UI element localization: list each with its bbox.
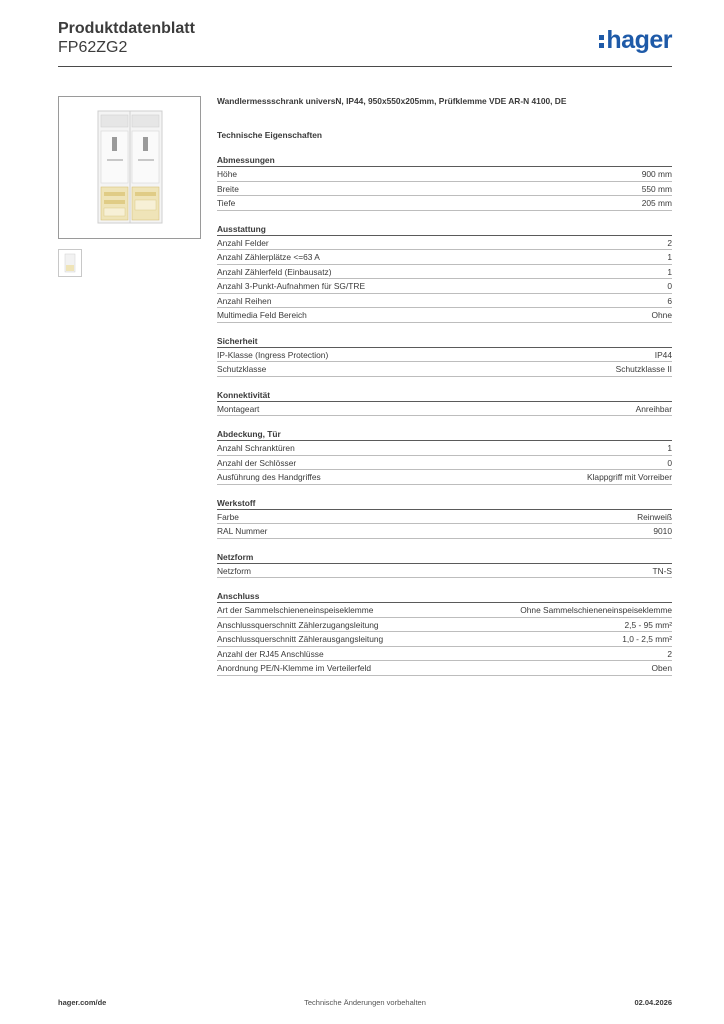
property-label: Art der Sammelschieneneinspeiseklemme xyxy=(217,605,374,615)
property-value: 1 xyxy=(667,252,672,262)
property-value: Reinweiß xyxy=(637,511,672,522)
footer-disclaimer: Technische Änderungen vorbehalten xyxy=(304,998,426,1007)
property-label: Anzahl Reihen xyxy=(217,295,272,306)
footer-website: hager.com/de xyxy=(58,998,107,1007)
property-value: 1,0 - 2,5 mm² xyxy=(622,634,672,644)
property-label: Höhe xyxy=(217,169,238,179)
property-label: Anzahl Zählerfeld (Einbausatz) xyxy=(217,266,332,277)
property-row xyxy=(217,564,672,579)
property-row xyxy=(217,362,672,377)
property-label: Anzahl 3-Punkt-Aufnahmen für SG/TRE xyxy=(217,281,366,291)
property-value: 0 xyxy=(667,281,672,291)
header-divider xyxy=(58,66,672,67)
property-value: 550 mm xyxy=(641,183,672,194)
property-row xyxy=(217,236,672,251)
property-label: Anzahl Felder xyxy=(217,237,269,248)
product-thumbnail[interactable] xyxy=(58,249,82,277)
datasheet-content xyxy=(217,96,672,676)
property-label: Tiefe xyxy=(217,198,236,208)
property-value: Anreihbar xyxy=(635,403,672,414)
property-label: Montageart xyxy=(217,403,260,414)
property-label: Anordnung PE/N-Klemme im Verteilerfeld xyxy=(217,663,372,673)
property-value: 205 mm xyxy=(641,198,672,208)
property-value: Oben xyxy=(651,663,672,673)
property-label: Multimedia Feld Bereich xyxy=(217,310,307,320)
property-label: Ausführung des Handgriffes xyxy=(217,472,321,482)
section xyxy=(217,428,672,485)
property-label: Anzahl der Schlösser xyxy=(217,457,297,468)
property-value: IP44 xyxy=(654,349,672,360)
property-row xyxy=(217,250,672,265)
property-label: Anzahl Schranktüren xyxy=(217,443,295,453)
property-sections xyxy=(217,154,672,676)
property-value: Klappgriff mit Vorreiber xyxy=(586,472,672,482)
header xyxy=(58,20,672,64)
footer xyxy=(58,998,672,1010)
property-row xyxy=(217,265,672,280)
property-value: 9010 xyxy=(653,526,672,536)
section-title: Werkstoff xyxy=(217,497,672,510)
property-row xyxy=(217,294,672,309)
property-value: 900 mm xyxy=(641,169,672,179)
section-title: Abdeckung, Tür xyxy=(217,428,672,441)
section-title: Ausstattung xyxy=(217,223,672,236)
property-label: Anzahl Zählerplätze <=63 A xyxy=(217,252,320,262)
property-value: Ohne Sammelschieneneinspeiseklemme xyxy=(520,605,672,615)
property-row xyxy=(217,647,672,662)
property-row xyxy=(217,402,672,417)
property-row xyxy=(217,510,672,525)
footer-date: 02.04.2026 xyxy=(634,998,672,1007)
logo-text: hager xyxy=(606,25,672,54)
property-value: Schutzklasse II xyxy=(615,364,672,374)
property-row xyxy=(217,603,672,618)
section-title: Netzform xyxy=(217,551,672,564)
meter-cabinet-icon xyxy=(59,97,200,238)
property-value: TN-S xyxy=(652,565,672,576)
thumbnail-image-icon xyxy=(59,250,81,276)
property-label: Netzform xyxy=(217,565,251,576)
section-title: Sicherheit xyxy=(217,335,672,348)
property-row xyxy=(217,456,672,471)
property-label: Anschlussquerschnitt Zählerzugangsleitung xyxy=(217,619,379,630)
property-label: Breite xyxy=(217,183,239,194)
property-value: Ohne xyxy=(651,310,672,320)
property-row xyxy=(217,618,672,633)
property-label: IP-Klasse (Ingress Protection) xyxy=(217,349,329,360)
section xyxy=(217,223,672,323)
section xyxy=(217,497,672,539)
property-value: 2,5 - 95 mm² xyxy=(624,619,672,630)
property-row xyxy=(217,632,672,647)
property-value: 0 xyxy=(667,457,672,468)
property-value: 2 xyxy=(667,237,672,248)
property-value: 2 xyxy=(667,648,672,659)
property-value: 1 xyxy=(667,266,672,277)
property-label: Anschlussquerschnitt Zählerausgangsleitung xyxy=(217,634,384,644)
tech-properties-heading: Technische Eigenschaften xyxy=(217,130,323,140)
section xyxy=(217,335,672,377)
property-row xyxy=(217,348,672,363)
property-label: Anzahl der RJ45 Anschlüsse xyxy=(217,648,324,659)
product-code: FP62ZG2 xyxy=(58,39,128,56)
property-value: 6 xyxy=(667,295,672,306)
property-label: RAL Nummer xyxy=(217,526,268,536)
property-row xyxy=(217,196,672,211)
property-label: Farbe xyxy=(217,511,239,522)
property-value: 1 xyxy=(667,443,672,453)
property-row xyxy=(217,308,672,323)
hager-logo xyxy=(599,26,672,54)
product-image xyxy=(58,96,201,239)
property-label: Schutzklasse xyxy=(217,364,267,374)
property-row xyxy=(217,661,672,676)
section xyxy=(217,389,672,417)
section-title: Konnektivität xyxy=(217,389,672,402)
property-row xyxy=(217,279,672,294)
property-row xyxy=(217,167,672,182)
page-title: Produktdatenblatt xyxy=(58,20,195,37)
property-row xyxy=(217,182,672,197)
section-title: Abmessungen xyxy=(217,154,672,167)
section xyxy=(217,590,672,676)
section xyxy=(217,551,672,579)
property-row xyxy=(217,441,672,456)
section xyxy=(217,154,672,211)
logo-dots-icon xyxy=(599,35,604,48)
section-title: Anschluss xyxy=(217,590,672,603)
product-description: Wandlermessschrank universN, IP44, 950x550x205mm, Prüfklemme VDE AR-N 4100, DE xyxy=(217,96,567,106)
property-row xyxy=(217,524,672,539)
property-row xyxy=(217,470,672,485)
